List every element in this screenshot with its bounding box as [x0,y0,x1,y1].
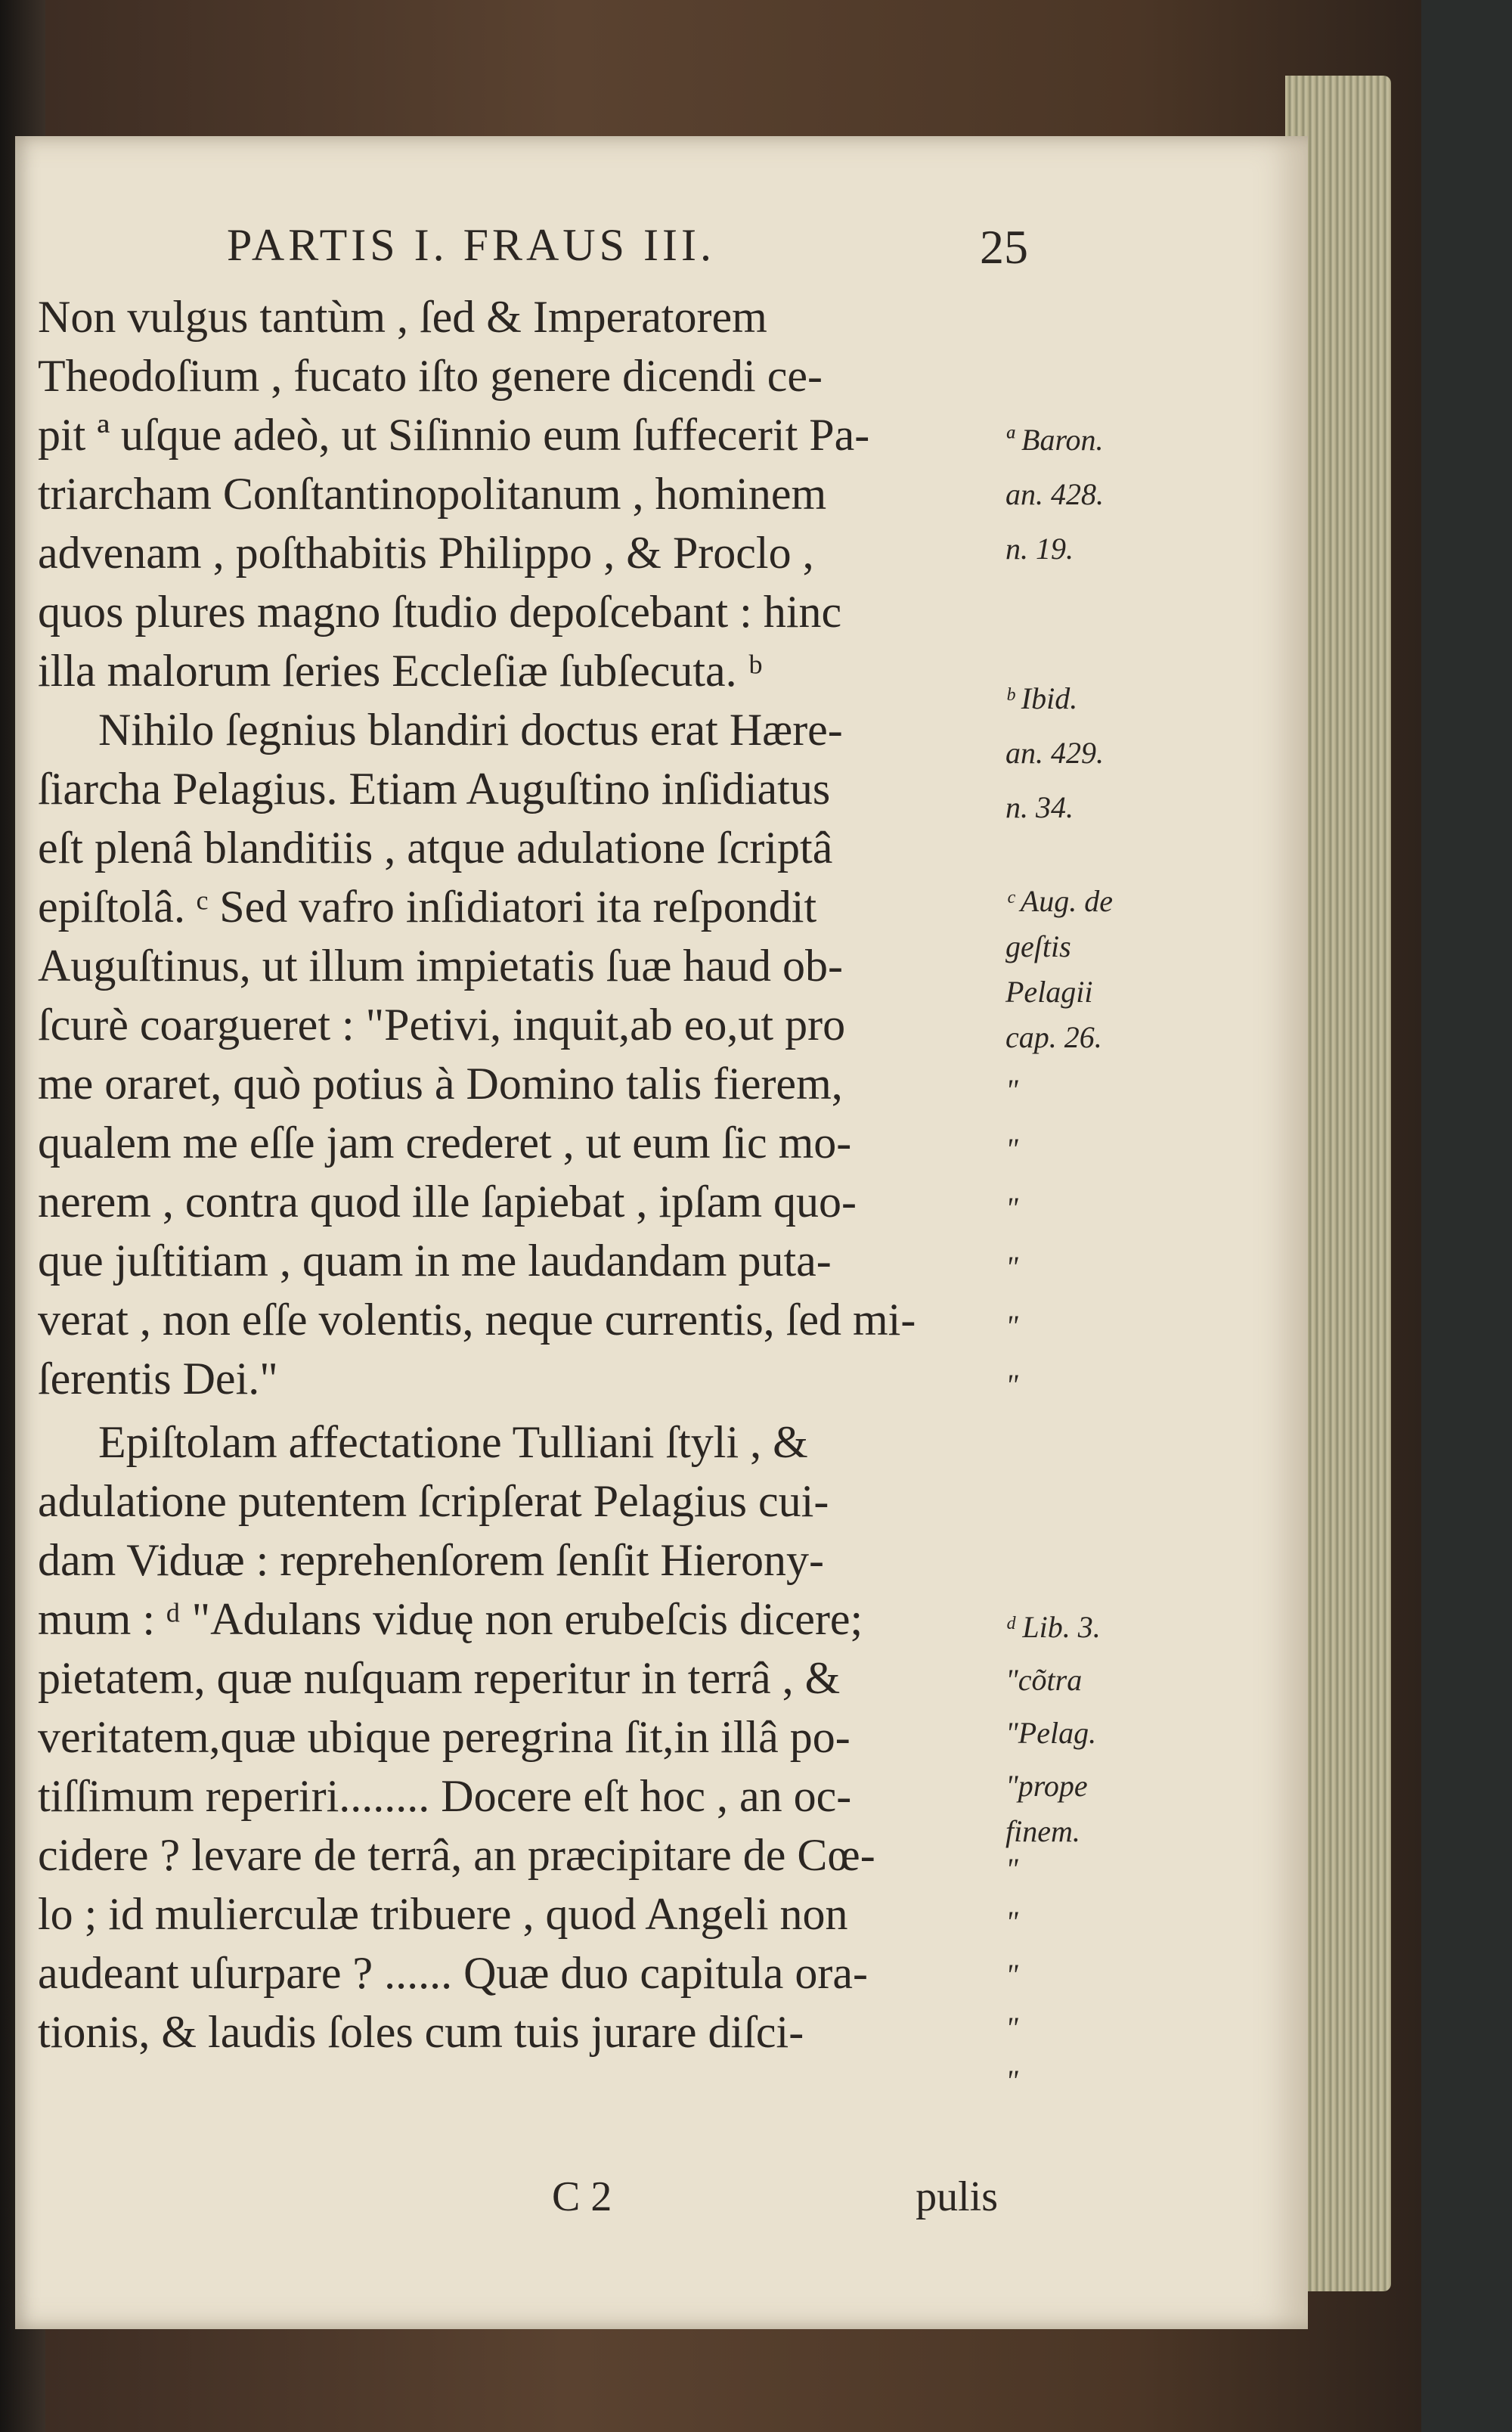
text-line: triarcham Conſtantinopolitanum , hominem [38,469,827,519]
signature-mark: C 2 [552,2173,612,2220]
text-line: tiſſimum reperiri........ Docere eſt hoc , an oc- [38,1771,852,1821]
margin-note: "prope [1005,1769,1088,1803]
text-line: Epiſtolam affectatione Tulliani ſtyli , & [98,1417,808,1467]
margin-note: " [1005,1073,1018,1107]
text-line: Auguſtinus, ut illum impietatis ſuæ haud ob- [38,941,843,991]
text-line: nerem , contra quod ille ſapiebat , ipſam quo- [38,1177,857,1227]
text-line: lo ; id mulierculæ tribuere , quod Angeli non [38,1889,848,1939]
page-number: 25 [980,220,1028,274]
text-line: ſcurè coargueret : "Petivi, inquit,ab eo,ut pro [38,1000,846,1050]
text-line: veritatem,quæ ubique peregrina ſit,in illâ po- [38,1712,850,1762]
text-line: pietatem, quæ nuſquam reperitur in terrâ , & [38,1653,841,1703]
margin-note: " [1005,2064,1018,2098]
margin-note: " [1005,1191,1018,1225]
text-line: illa malorum ſeries Eccleſiæ ſubſecuta. ᵇ [38,646,763,696]
margin-note: "cõtra [1005,1663,1083,1697]
text-line: dam Viduæ : reprehenſorem ſenſit Hierony- [38,1535,825,1585]
catchword: pulis [916,2173,998,2220]
margin-note: n. 19. [1005,532,1074,566]
text-line: tionis, & laudis ſoles cum tuis jurare diſci- [38,2007,804,2057]
text-line: Non vulgus tantùm , ſed & Imperatorem [38,292,767,342]
margin-note: " [1005,1250,1018,1284]
margin-note: ª Baron. [1005,423,1104,457]
text-line: ſiarcha Pelagius. Etiam Auguſtino inſidiatus [38,764,831,814]
text-line: verat , non eſſe volentis, neque currentis, ſed mi- [38,1295,916,1345]
text-line: adulatione putentem ſcripſerat Pelagius cui- [38,1476,829,1526]
margin-note: an. 429. [1005,736,1104,770]
margin-note: geſtis [1005,929,1071,963]
text-line: eſt plenâ blanditiis , atque adulatione ſcriptâ [38,823,833,873]
text-line: me oraret, quò potius à Domino talis fierem, [38,1059,843,1109]
text-line: ſerentis Dei." [38,1354,278,1404]
text-line: audeant uſurpare ? ...... Quæ duo capitula ora- [38,1948,868,1998]
text-line: Theodoſium , fucato iſto genere dicendi ce- [38,351,823,401]
text-line: cidere ? levare de terrâ, an præcipitare de Cœ- [38,1830,875,1880]
text-line: que juſtitiam , quam in me laudandam puta- [38,1236,832,1286]
text-line: advenam , poſthabitis Philippo , & Proclo , [38,528,814,578]
text-line: qualem me eſſe jam crederet , ut eum ſic mo- [38,1118,852,1168]
margin-note: " [1005,1905,1018,1939]
margin-note: " [1005,1309,1018,1343]
text-line: epiſtolâ. ᶜ Sed vafro inſidiatori ita reſpondit [38,882,817,932]
margin-note: " [1005,1958,1018,1992]
margin-note: cap. 26. [1005,1020,1102,1054]
margin-note: finem. [1005,1814,1080,1848]
running-head: PARTIS I. FRAUS III. [227,220,715,270]
text-line: quos plures magno ſtudio depoſcebant : hinc [38,587,842,637]
margin-note: " [1005,1132,1018,1166]
margin-note: ᵇ Ibid. [1005,681,1078,715]
margin-note: an. 428. [1005,477,1104,511]
margin-note: " [1005,1368,1018,1402]
margin-note: " [1005,2011,1018,2045]
text-line: Nihilo ſegnius blandiri doctus erat Hære- [98,705,843,755]
margin-note: Pelagii [1005,975,1093,1009]
text-line: pit ª uſque adeò, ut Siſinnio eum ſuffecerit Pa- [38,410,870,460]
margin-note: ᶜ Aug. de [1005,884,1113,918]
margin-note: "Pelag. [1005,1716,1097,1750]
margin-note: n. 34. [1005,790,1074,824]
margin-note: ᵈ Lib. 3. [1005,1610,1101,1644]
text-line: mum : ᵈ "Adulans viduę non erubeſcis dicere; [38,1594,863,1644]
margin-note: " [1005,1852,1018,1886]
